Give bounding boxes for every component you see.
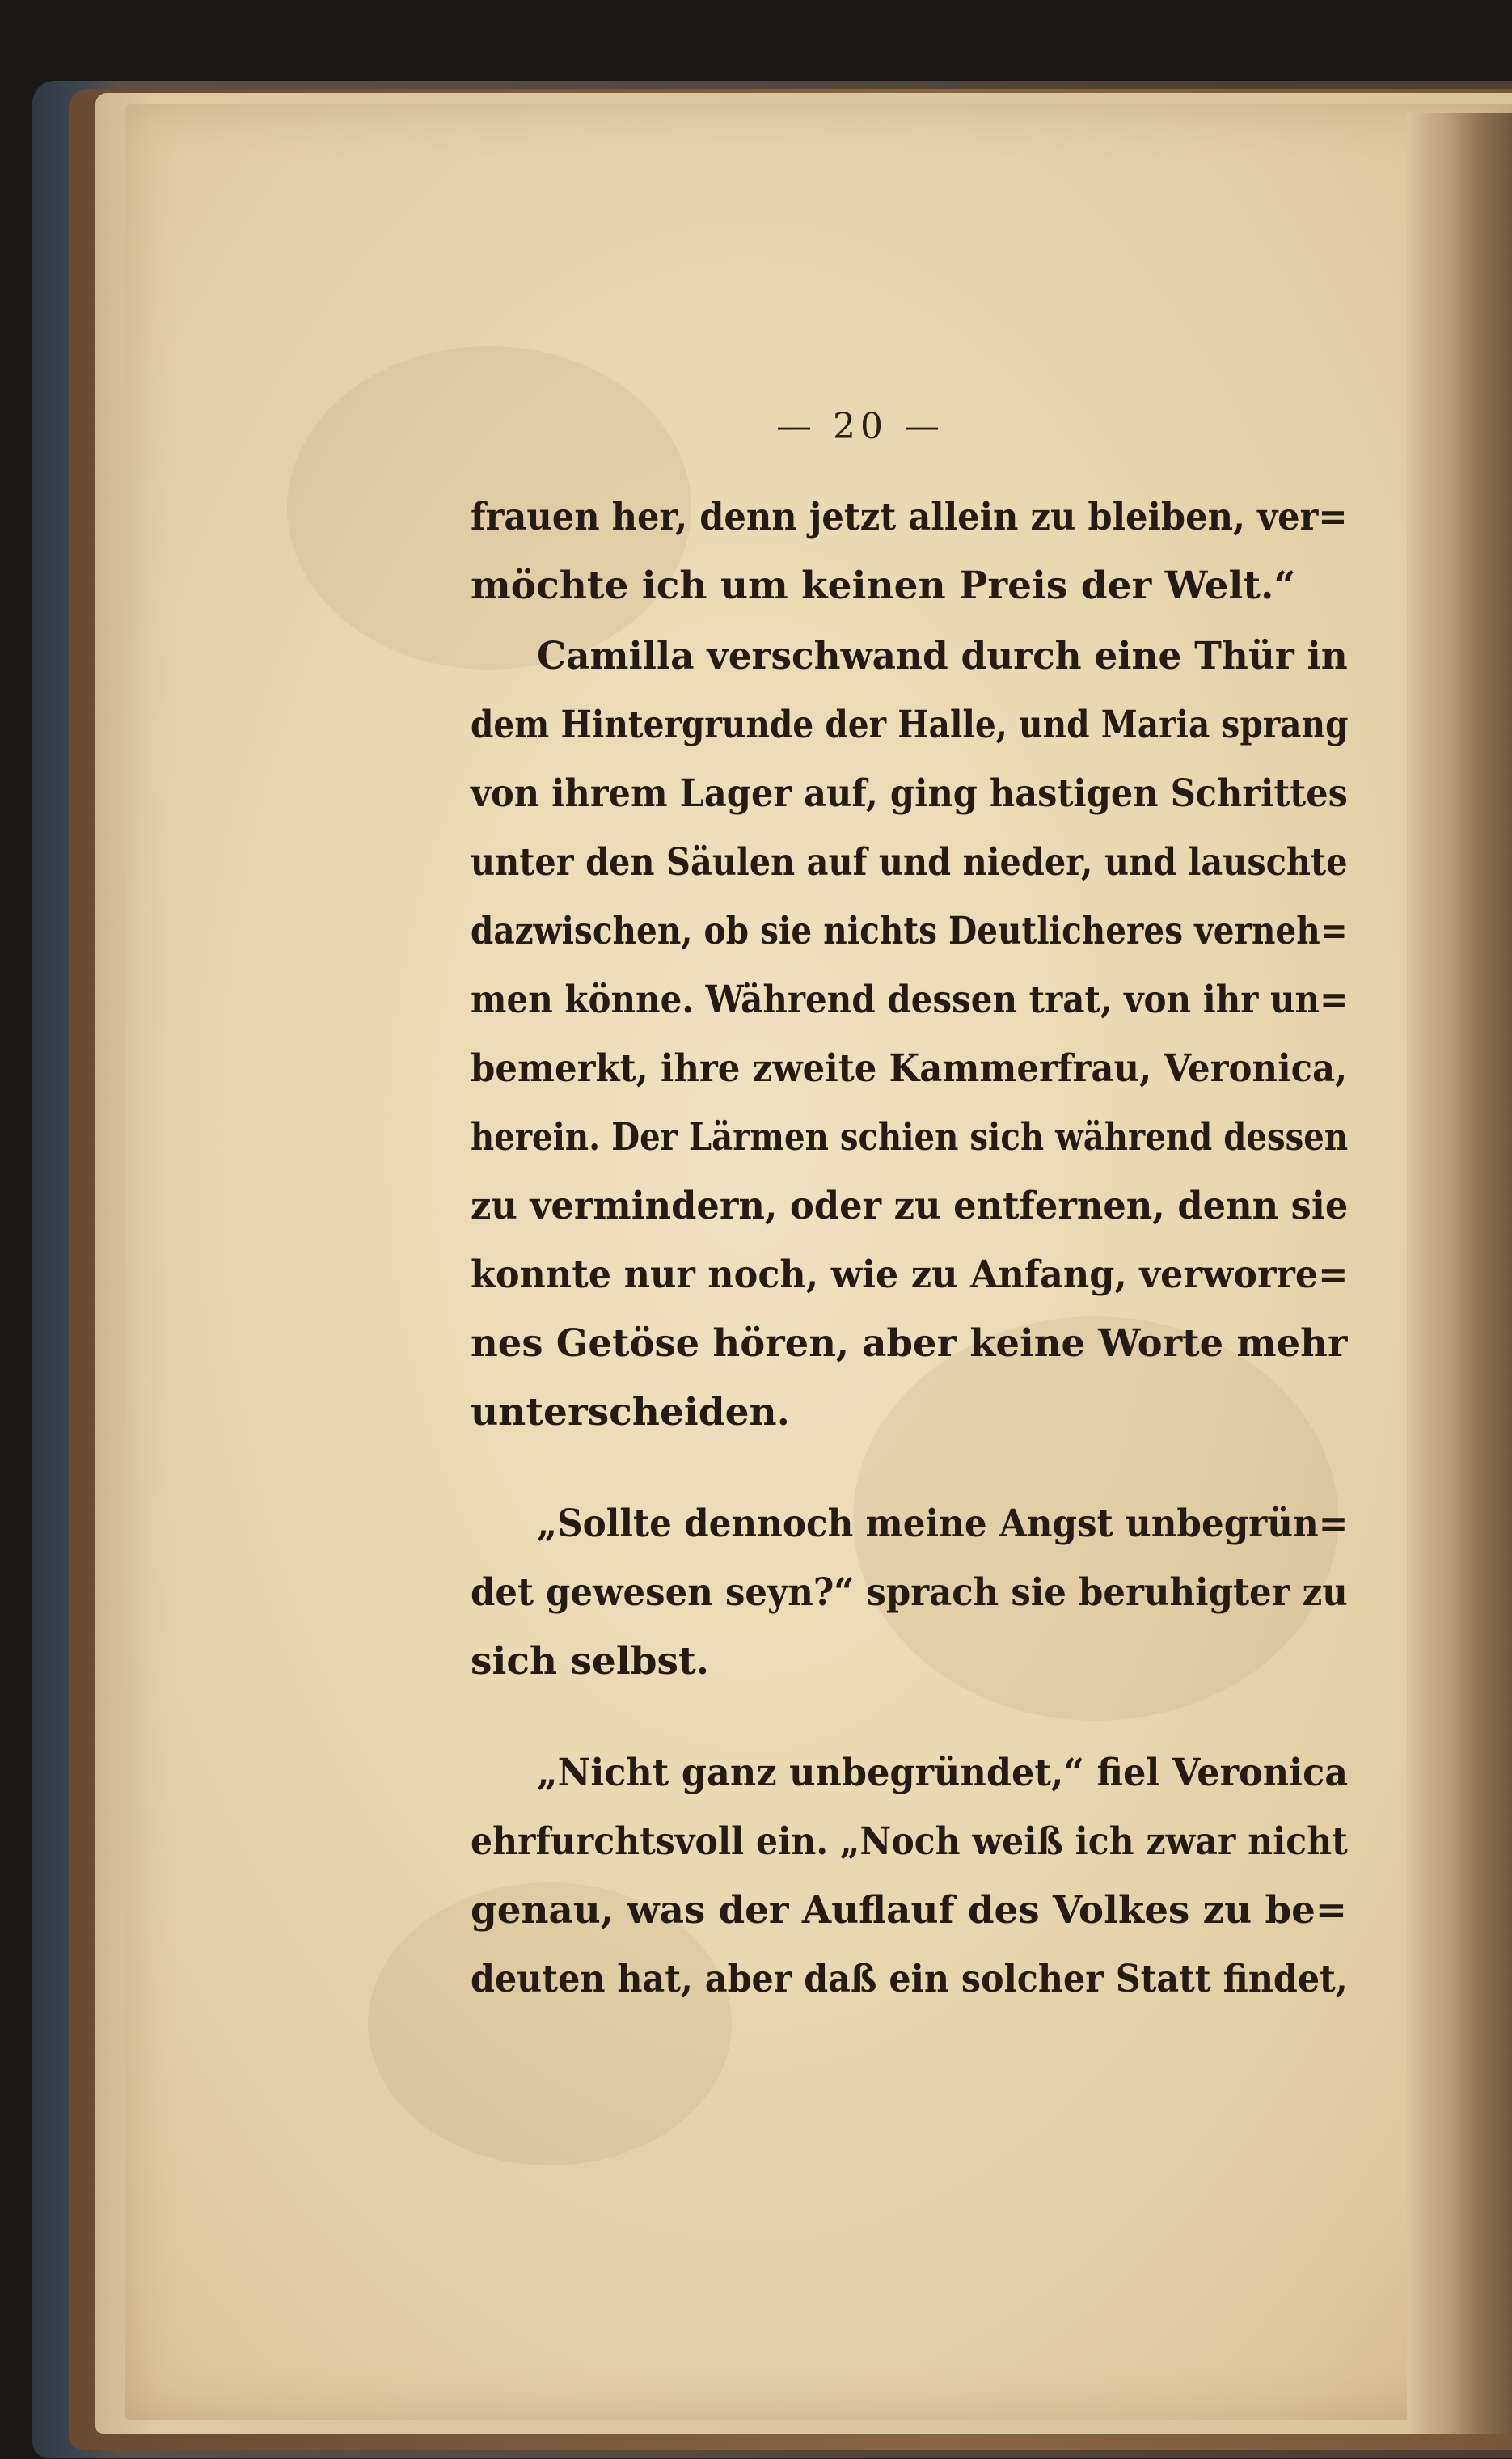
text-line: dazwischen, ob sie nichts Deutlicheres verneh= <box>471 909 1348 953</box>
text-line: men könne. Während dessen trat, von ihr un= <box>471 978 1349 1022</box>
text-line: frauen her, denn jetzt allein zu bleiben, ver= <box>471 495 1348 539</box>
text-line: ehrfurchtsvoll ein. „Noch weiß ich zwar nicht <box>471 1819 1348 1864</box>
text-line: dem Hintergrunde der Halle, und Maria sprang <box>471 703 1349 747</box>
text-line: unterscheiden. <box>471 1390 791 1434</box>
text-line: det gewesen seyn?“ sprach sie beruhigter zu <box>471 1570 1348 1615</box>
text-line: „Sollte dennoch meine Angst unbegrün= <box>537 1502 1349 1546</box>
text-line: nes Getöse hören, aber keine Worte mehr <box>471 1321 1348 1366</box>
text-line: möchte ich um keinen Preis der Welt.“ <box>471 564 1296 608</box>
page-number: — 20 — <box>776 406 944 447</box>
text-line: bemerkt, ihre zweite Kammerfrau, Veronica, <box>471 1046 1348 1091</box>
text-line: Camilla verschwand durch eine Thür in <box>537 634 1348 678</box>
text-line: von ihrem Lager auf, ging hastigen Schrittes <box>471 771 1348 816</box>
text-line: konnte nur noch, wie zu Anfang, verworre= <box>471 1253 1349 1297</box>
text-line: unter den Säulen auf und nieder, und lauschte <box>471 840 1348 885</box>
text-line: zu vermindern, oder zu entfernen, denn sie <box>471 1184 1349 1228</box>
text-line: herein. Der Lärmen schien sich während dessen <box>471 1115 1349 1160</box>
page-gutter <box>1407 113 1512 2434</box>
text-line: genau, was der Auflauf des Volkes zu be= <box>471 1888 1348 1933</box>
text-line: „Nicht ganz unbegründet,“ fiel Veronica <box>537 1751 1349 1795</box>
text-line: deuten hat, aber daß ein solcher Statt findet, <box>471 1957 1348 2001</box>
text-line: sich selbst. <box>471 1639 710 1684</box>
